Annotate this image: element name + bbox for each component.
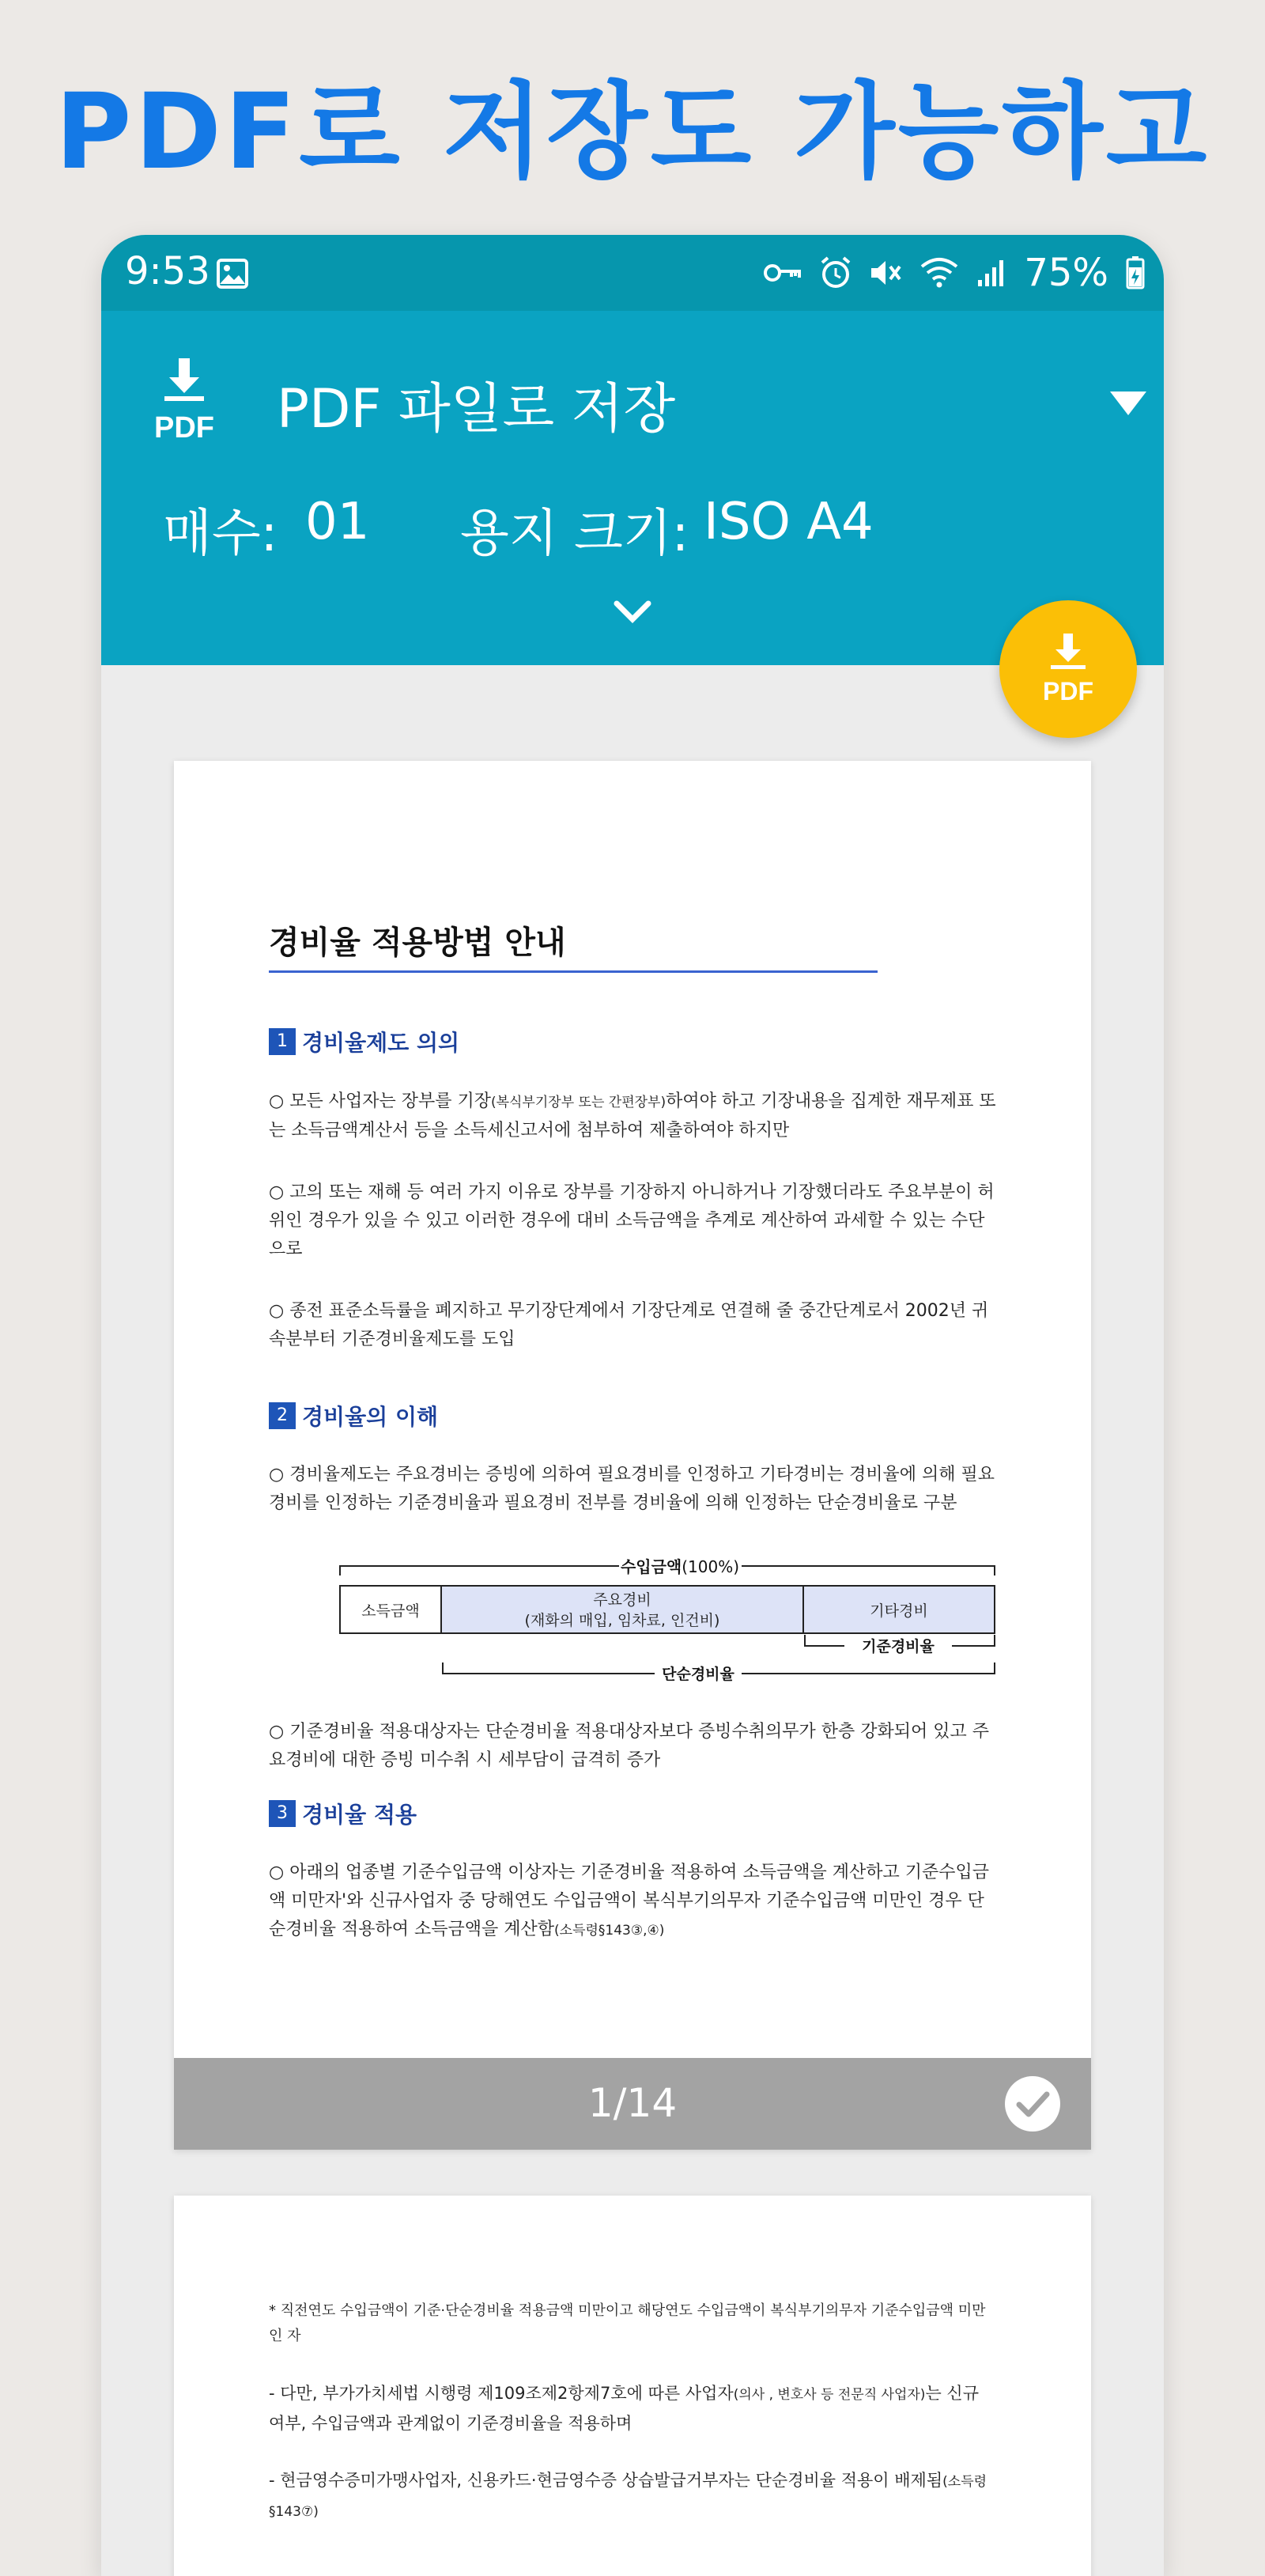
copies-label: 매수: [163,505,278,563]
signal-icon [976,258,1006,288]
save-pdf-button[interactable] [999,600,1137,738]
paragraph: ○ 모든 사업자는 장부를 기장(복식부기장부 또는 간편장부)하여야 하고 기장내용을 집계한 재무제표 또는 소득금액계산서 등을 소득세신고서에 첨부하여 제출하여야 하지만 [269,1091,996,1140]
svg-text:수입금액(100%) [621,1557,739,1576]
paragraph: ○ 아래의 업종별 기준수입금액 이상자는 기준경비율 적용하여 소득금액을 계산하고 기준수입금액 미만자'와 신규사업자 중 당해연도 수입금액이 복식부기의무자 기준수입금액 미만인 경우 단순경비율 적용하여 소득금액을 계산함(소득령§143③,④) [269,1863,989,1939]
section-title: 경비율제도 의의 [302,1030,460,1056]
status-bar [101,235,1164,311]
basic-rate-label: 기준경비율 [862,1638,935,1655]
status-time: 9:53 [125,249,210,293]
preview-page-1[interactable] [174,761,1091,2150]
paragraph: ○ 기준경비율 적용대상자는 단순경비율 적용대상자보다 증빙수취의무가 한층 강화되어 있고 주요경비에 대한 증빙 미수취 시 세부담이 급격히 증가 [269,1722,989,1770]
cell-income: 소득금액 [361,1602,420,1620]
expense-rate-diagram [338,1552,996,1710]
print-settings-header [101,311,1164,665]
save-pdf-label: PDF [1043,677,1093,705]
vpn-key-icon [763,261,802,285]
phone-screen [101,235,1164,2576]
section-number: 3 [269,1800,296,1827]
cell-other-expense: 기타경비 [870,1602,928,1620]
section-title: 경비율의 이해 [302,1404,439,1430]
paragraph: - 현금영수증미가맹사업자, 신용카드·현금영수증 상습발급거부자는 단순경비율 적용이 배제됨(소득령§143⑦) [269,2471,987,2520]
page-number: 1/14 [587,2080,678,2126]
image-notification-icon [217,259,248,289]
section-heading-2 [269,1400,438,1432]
pdf-download-icon-label: PDF [154,411,214,441]
paragraph: ○ 종전 표준소득률을 폐지하고 무기장단계에서 기장단계로 연결해 줄 중간단계로서 2002년 귀속분부터 기준경비율제도를 도입 [269,1301,989,1349]
section-heading-1 [269,1026,459,1057]
status-icons [763,249,1145,297]
paragraph: ○ 경비율제도는 주요경비는 증빙에 의하여 필요경비를 인정하고 기타경비는 경비율에 의해 필요경비를 인정하는 기준경비율과 필요경비 전부를 경비율에 의해 인정하는 단순경비율로 구분 [269,1465,995,1513]
battery-percent: 75% [1024,251,1108,295]
preview-page-2[interactable] [174,2196,1091,2576]
income-label: 수입금액 [620,1557,682,1576]
section-title: 경비율 적용 [302,1802,417,1828]
copies-value: 01 [305,493,370,551]
section-number: 1 [269,1028,296,1055]
mute-icon [869,257,902,289]
alarm-icon [820,256,852,289]
paragraph: * 직전연도 수입금액이 기준·단순경비율 적용금액 미만이고 해당연도 수입금액이 복식부기의무자 기준수입금액 미만인 자 [269,2302,986,2344]
paragraph: - 다만, 부가가치세법 시행령 제109조제2항제7호에 따른 사업자(의사 , 변호사 등 전문직 사업자)는 신규 여부, 수입금액과 관계없이 기준경비율을 적용하며 [269,2384,979,2433]
cell-main-expense: 주요경비 [593,1591,651,1609]
section-heading-3 [269,1798,417,1829]
paragraph: ○ 고의 또는 재해 등 여러 가지 이유로 장부를 기장하지 아니하거나 기장했더라도 주요부분이 허위인 경우가 있을 수 있고 이러한 경우에 대비 소득금액을 추계로 계산하여 과세할 수 있는 수단으로 [269,1182,995,1259]
paper-size-label: 용지 크기: [460,505,689,563]
wifi-icon [919,257,959,289]
document-title: 경비율 적용방법 안내 [269,917,878,973]
battery-charging-icon [1126,256,1145,289]
pdf-download-icon [1038,630,1098,708]
page-selected-check-icon[interactable] [1004,2075,1061,2132]
section-number: 2 [269,1402,296,1429]
cell-main-expense-detail: (재화의 매입, 임차료, 인건비) [524,1612,720,1629]
page-footer [174,2058,1091,2150]
printer-select[interactable]: PDF 파일로 저장 [277,378,676,441]
pdf-download-icon [147,358,221,441]
simple-rate-label: 단순경비율 [662,1666,734,1683]
expand-chevron-icon[interactable] [614,600,651,624]
dropdown-arrow-icon[interactable] [1110,392,1146,415]
paper-size-value: ISO A4 [704,493,874,551]
settings-summary[interactable] [163,493,874,566]
income-percent: (100%) [682,1557,740,1576]
promo-headline: PDF로 저장도 가능하고 [55,71,1210,193]
